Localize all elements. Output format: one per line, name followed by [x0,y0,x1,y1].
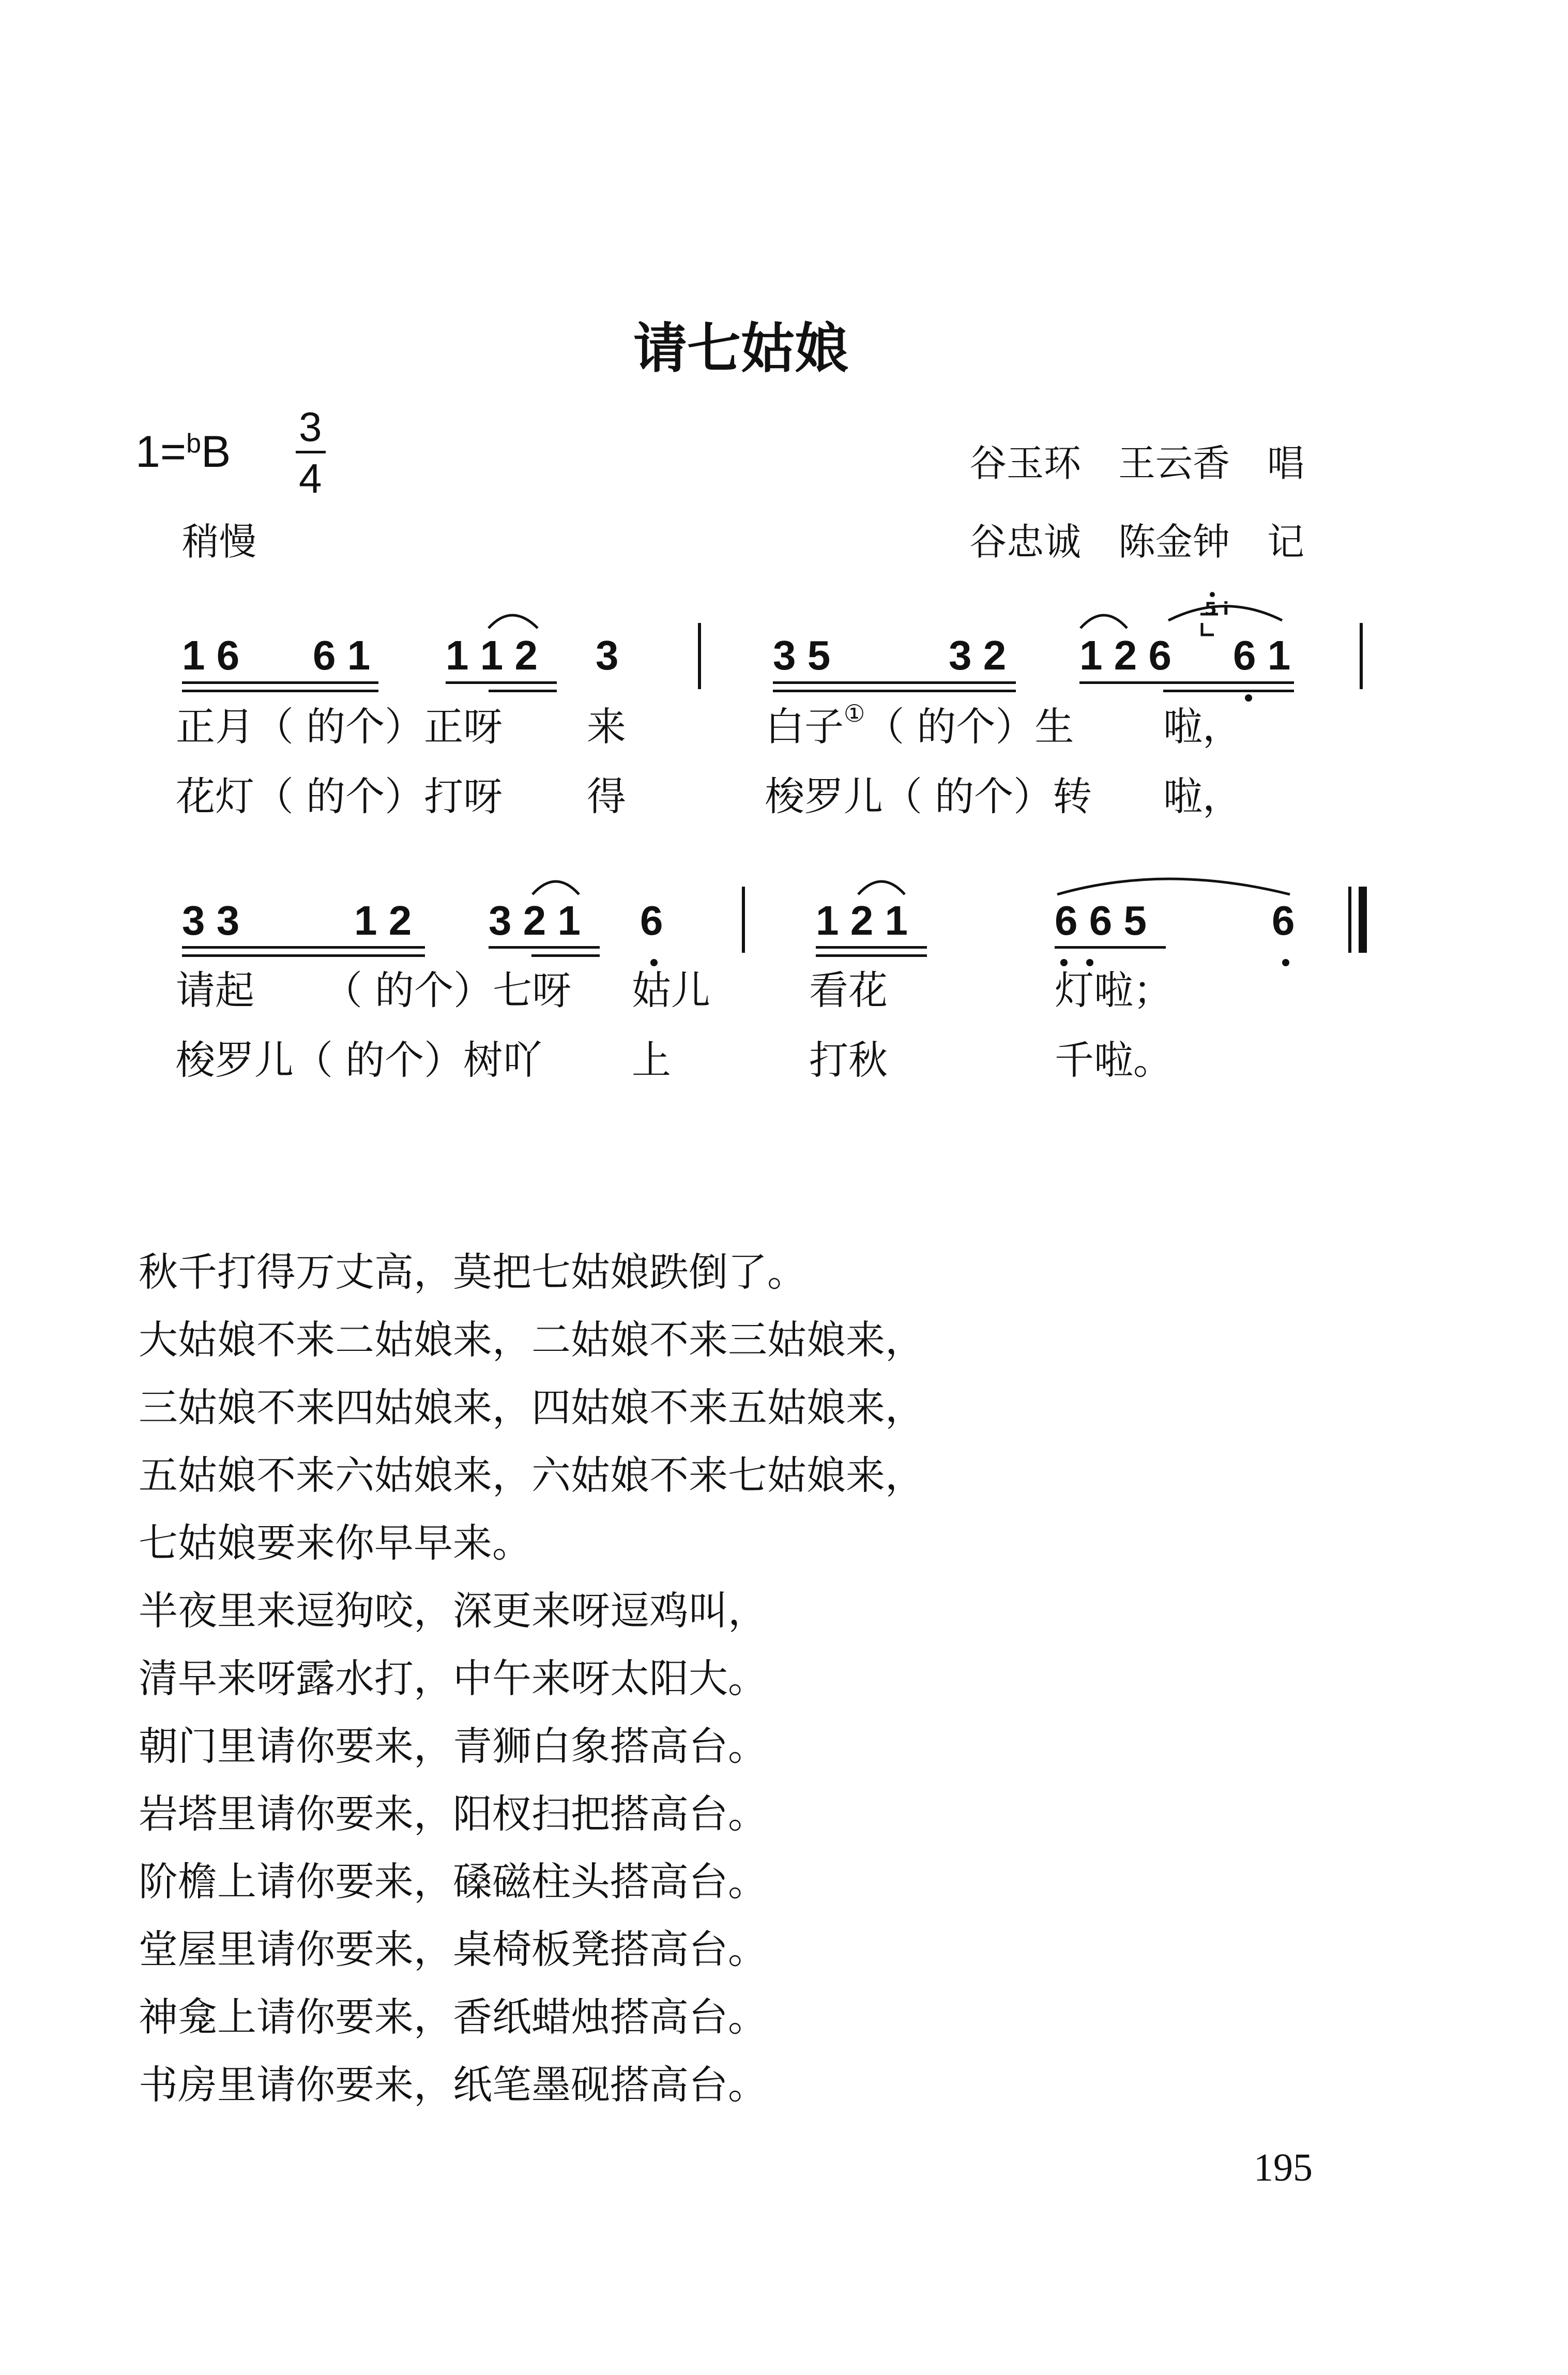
verse-line: 堂屋里请你要来，桌椅板凳搭高台。 [139,1926,767,1972]
note-group: 3 2 1 [489,897,581,943]
lyric-line: 花灯（ 的个）打呀 [176,773,503,819]
octave-dot [1210,592,1215,597]
tempo-marking: 稍慢 [182,520,257,564]
slur-mark [1057,879,1290,894]
note-group: 1 2 1 [816,897,908,943]
verse-line: 神龛上请你要来，香纸蜡烛搭高台。 [139,1994,767,2040]
note-group: 6 6 5 [1055,897,1147,943]
lyric-line: 得 [587,773,626,819]
lyric-line: 千啦。 [1055,1037,1173,1083]
note-group: 3 [596,632,619,678]
time-sig-bottom: 4 [299,455,322,501]
verse-line: 五姑娘不来六姑娘来，六姑娘不来七姑娘来， [139,1452,924,1498]
note-group: 1 1 2 [446,632,538,678]
slur-mark [1168,606,1282,621]
octave-dot [650,959,658,966]
octave-dot [1282,959,1289,966]
note-group: 1 2 6 [1079,632,1171,678]
note-group: 3 5 [773,632,831,678]
lyric-line: 灯啦； [1055,967,1173,1013]
verse-line: 三姑娘不来四姑娘来，四姑娘不来五姑娘来， [139,1384,924,1430]
octave-dot [1086,959,1093,966]
key-prefix: 1= [135,427,187,477]
verse-line: 岩塔里请你要来，阳杈扫把搭高台。 [139,1791,767,1837]
lyric-line: 梭罗儿（ 的个）转 [765,773,1092,819]
verse-line: 七姑娘要来你早早来。 [139,1520,531,1566]
slur-mark [858,881,905,894]
flat-sign: b [186,429,201,459]
octave-dot [1060,959,1068,966]
verse-line: 半夜里来逗狗咬，深更来呀逗鸡叫， [139,1588,767,1634]
verse-line: 朝门里请你要来，青狮白象搭高台。 [139,1723,767,1769]
recorders-credit: 谷忠诚 陈金钟 记 [969,520,1305,564]
verse-line: 清早来呀露水打，中午来呀太阳大。 [139,1655,767,1701]
note-group: 6 1 [313,632,371,678]
note-group: 3 2 [949,632,1007,678]
lyric-word: 白子 [765,704,844,750]
key-note: B [201,427,231,477]
footnote-mark: ① [844,699,865,727]
note-group: 1 2 [354,897,412,943]
lyric-line: 上 [632,1037,671,1083]
grace-hook [1202,623,1214,635]
verse-line: 阶檐上请你要来，磉磁柱头搭高台。 [139,1859,767,1905]
verse-line: 大姑娘不来二姑娘来，二姑娘不来三姑娘来， [139,1317,924,1363]
slur-mark [489,615,538,628]
lyric-line: 来 [587,704,626,750]
lyric-line: 啦， [1163,704,1242,750]
song-title: 请七姑娘 [633,317,849,380]
lyric-line: 啦， [1163,773,1242,819]
page-number: 195 [1254,2146,1313,2189]
slur-mark [532,881,579,894]
note-group: 6 [1272,897,1295,943]
lyric-line: 梭罗儿（ 的个）树吖 [176,1037,542,1083]
note-group: 1 6 [182,632,240,678]
note-group: 6 [640,897,663,943]
lyric-line: 正月（ 的个）正呀 [176,704,503,750]
lyric-line: 看花 [809,967,888,1013]
time-sig-top: 3 [299,404,322,450]
verse-line: 秋千打得万丈高，莫把七姑娘跌倒了。 [139,1249,806,1295]
lyric-line: 打秋 [809,1037,888,1083]
lyric-line: （ 的个）七呀 [323,967,572,1013]
lyric-word: （ 的个）生 [865,704,1074,750]
slur-mark [1080,615,1127,628]
lyric-line: 请起 [176,967,254,1013]
octave-dot [1245,694,1252,702]
singers-credit: 谷玉环 王云香 唱 [969,441,1305,485]
grace-notes: 5 i [1205,599,1229,619]
verse-line: 书房里请你要来，纸笔墨砚搭高台。 [139,2062,767,2108]
verse-block [139,1238,924,2119]
note-group: 3 3 [182,897,240,943]
lyric-line: 姑儿 [632,967,710,1013]
note-group: 6 1 [1233,632,1291,678]
